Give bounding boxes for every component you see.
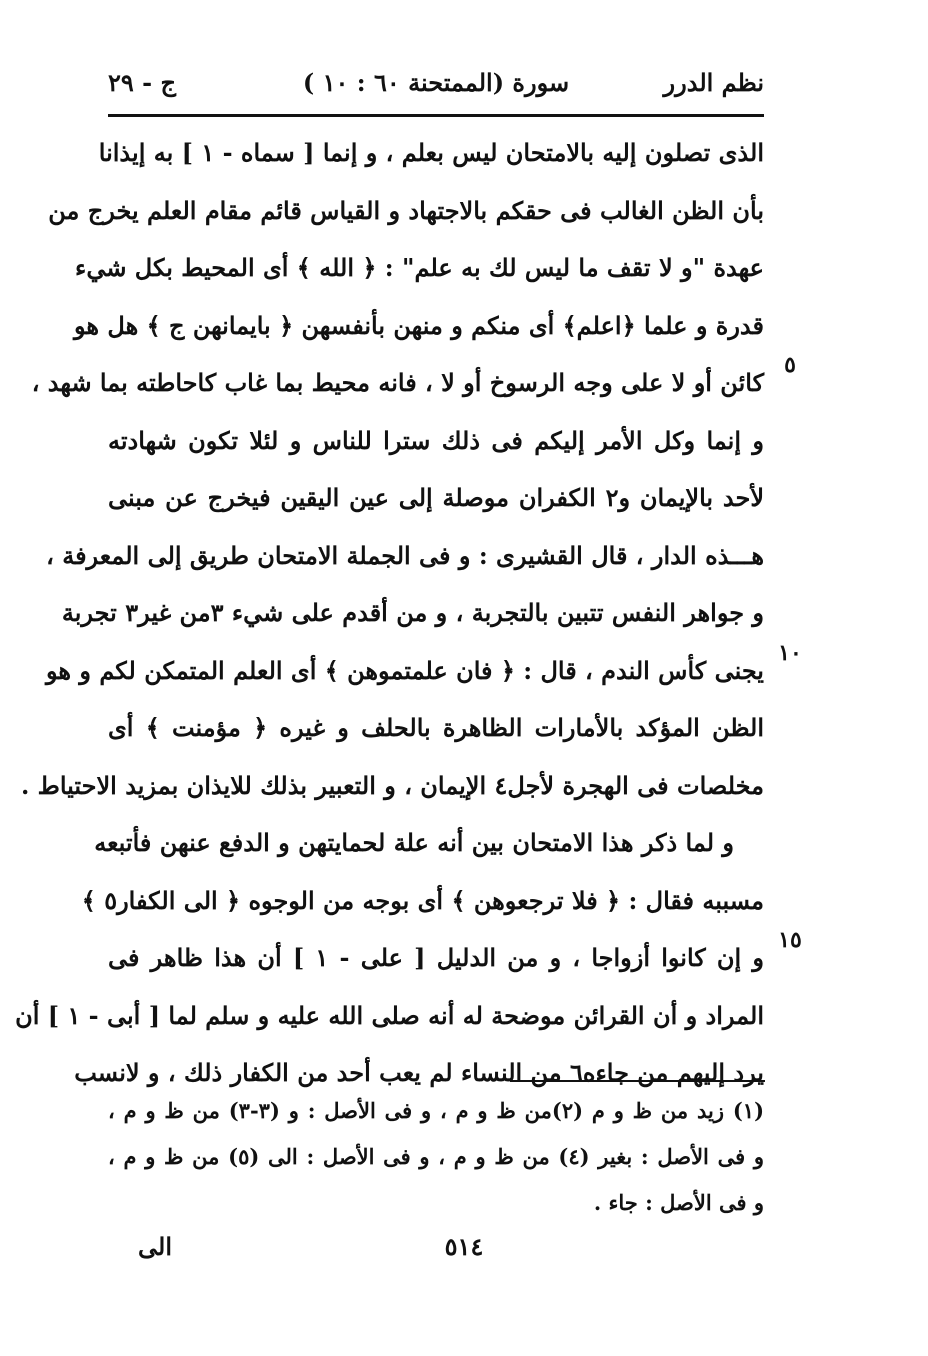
footnotes: [108, 1088, 764, 1226]
footnote-line: و فى الأصل : بغير (٤) من ظ و م ، و فى الأصل : الى (٥) من ظ و م ،: [108, 1144, 764, 1169]
text-line: مخلصات فى الهجرة لأجل٤ الإيمان ، و التعبير بذلك للايذان بمزيد الاحتياط .: [20, 770, 764, 800]
text-line: المراد و أن القرائن موضحة له أنه صلى الله عليه و سلم لما [ أبى - ١ ] أن: [15, 1000, 764, 1030]
text-line: الذى تصلون إليه بالامتحان ليس بعلم ، و إنما [ سماه - ١ ] به إيذانا: [98, 138, 764, 167]
text-line: مسببه فقال : ﴿ فلا ترجعوهن ﴾ أى بوجه من الوجوه ﴿ الى الكفار٥ ﴾: [81, 885, 764, 915]
text-line: و لما ذكر هذا الامتحان بين أنه علة لحمايتهن و الدفع عنهن فأتبعه: [94, 828, 734, 857]
book-title: نظم الدرر: [663, 68, 764, 97]
footnote-line: (١) زيد من ظ و م (٢)من ظ و م ، و فى الأصل : و (٣-٣) من ظ و م ،: [108, 1098, 764, 1123]
text-line: لأحد بالإيمان و٢ الكفران موصلة إلى عين اليقين فيخرج عن مبنى: [108, 483, 765, 512]
running-header: [108, 58, 764, 108]
page-number: ٥١٤: [444, 1232, 484, 1261]
catchword: الى: [138, 1232, 172, 1261]
surah-reference: سورة (الممتحنة ٦٠ : ١٠ ): [302, 68, 570, 97]
text-line: و إنما وكل الأمر إليكم فى ذلك سترا للناس و لئلا تكون شهادته: [108, 425, 764, 455]
text-line: الظن المؤكد بالأمارات الظاهرة بالحلف و غيره ﴿ مؤمنت ﴾ أى: [108, 713, 764, 742]
line-number-5: ٥: [784, 352, 796, 378]
line-number-10: ١٠: [778, 640, 802, 666]
header-rule: [108, 114, 764, 117]
part-reference: ج - ٢٩: [108, 68, 176, 97]
text-line: عهدة "و لا تقف ما ليس لك به علم" : ﴿ الله ﴾ أى المحيط بكل شيء: [75, 253, 764, 282]
footnote-rule: [510, 1080, 765, 1082]
text-line: بأن الظن الغالب فى حقكم بالاجتهاد و القياس قائم مقام العلم يخرج من: [48, 195, 764, 225]
text-line: و جواهر النفس تتبين بالتجربة ، و من أقدم على شيء ٣من غير٣ تجربة: [61, 598, 764, 627]
text-line: هـــذه الدار ، قال القشيرى : و فى الجملة الامتحان طريق إلى المعرفة ،: [46, 540, 764, 570]
text-line: و إن كانوا أزواجا ، و من الدليل [ على - ١ ] أن هذا ظاهر فى: [108, 943, 765, 972]
text-line: كائن أو لا على وجه الرسوخ أو لا ، فانه محيط بما غاب كاحاطته بما شهد ،: [31, 368, 764, 397]
line-number-15: ١٥: [778, 927, 802, 953]
text-line: يرد إليهم من جاءه٦ من النساء لم يعب أحد من الكفار ذلك ، و لانسب: [74, 1058, 764, 1087]
footnote-line: و فى الأصل : جاء .: [593, 1190, 764, 1215]
text-line: يجنى كأس الندم ، قال : ﴿ فان علمتموهن ﴾ أى العلم المتمكن لكم و هو: [45, 655, 764, 685]
text-line: قدرة و علما ﴿اعلم﴾ أى منكم و منهن بأنفسهن ﴿ بايمانهن ج ﴾ هل هو: [73, 310, 764, 340]
main-text: [15, 124, 765, 1102]
